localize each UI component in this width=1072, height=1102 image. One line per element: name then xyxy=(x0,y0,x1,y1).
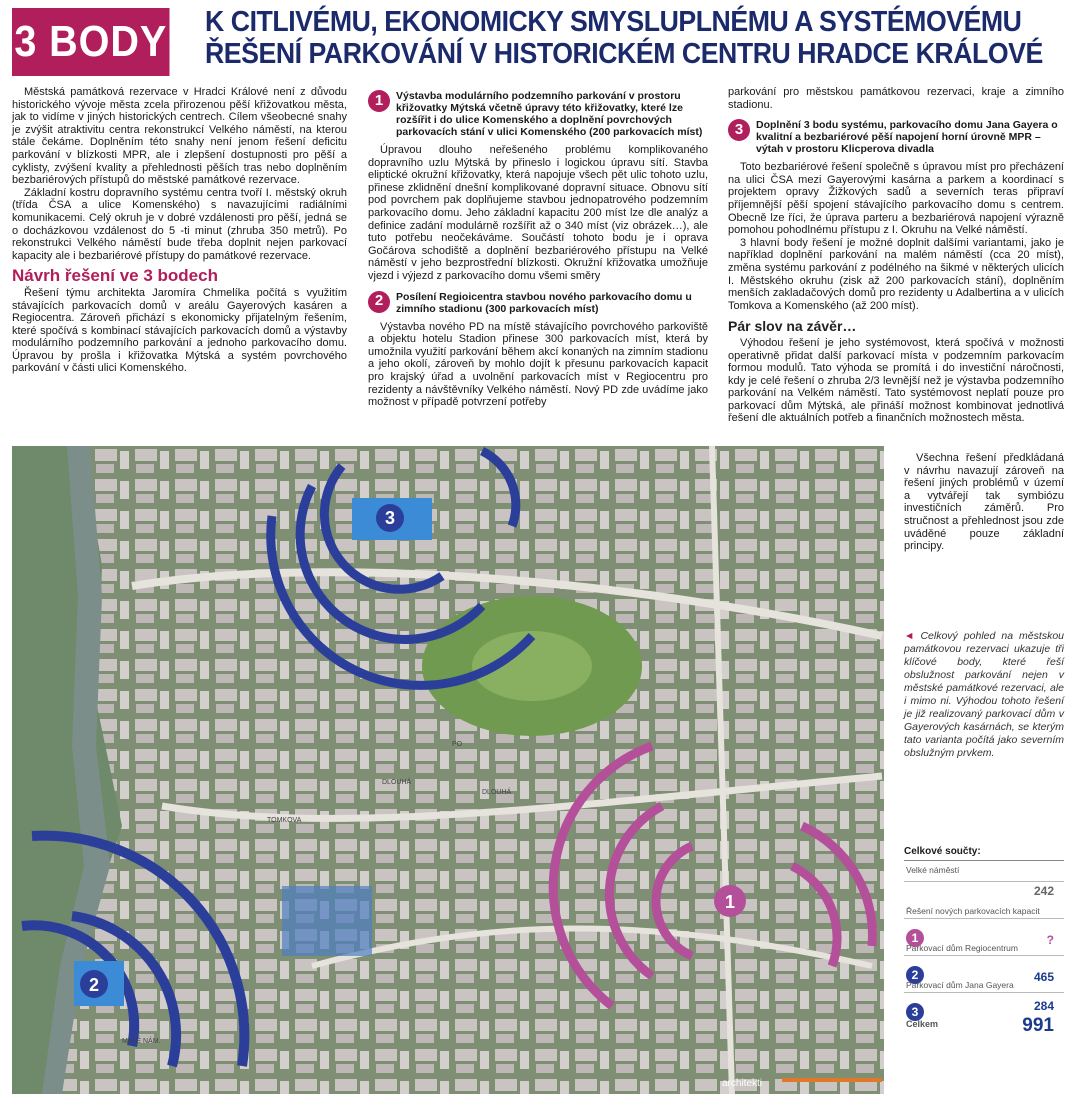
totals-row-final xyxy=(904,993,1064,1036)
title-line-2: ŘEŠENÍ PARKOVÁNÍ V HISTORICKÉM CENTRU HRADCE KRÁLOVÉ xyxy=(205,38,1043,70)
marker-1-label: 1 xyxy=(724,892,736,912)
point-1-heading xyxy=(368,90,708,138)
page-title xyxy=(205,6,1043,70)
column-2 xyxy=(368,86,708,409)
map-graphic xyxy=(12,446,884,1094)
grand-total: 991 xyxy=(1022,1015,1054,1036)
totals-value: ? xyxy=(1046,933,1054,947)
totals-label: Velké náměstí xyxy=(906,865,960,875)
number-badge-1: 1 xyxy=(368,90,390,112)
number-badge-icon: 3 xyxy=(906,1003,924,1021)
paragraph: 3 hlavní body řešení je možné doplnit dalšími variantami, jako je například doplnění parkování na malém náměstí (cca 20 míst), změna systému parkování z podélného na šikmé v některých ulicích I. Městského okruhu (zisk až 200 parkovacích stání), doplněním menších zakladačových domů pro rezidenty u Adalbertina a v ulicích Tomkova a Komenského (až 200 míst). xyxy=(728,236,1064,312)
paragraph: Úpravou dlouho neřešeného problému komplikovaného dopravního uzlu Mýtská by přineslo i logickou úpravu sítí. Stavba eliptické okružní křižovatky, která napojuje všech pět ulic tohoto uzlu, přinese zklidnění dnešní komplikované dopravní situace. Obnovu sítí pod povrchem pak doplňujeme stavbou jednopatrového podzemním parkovacího domu. Jeho základní kapacitu 200 míst lze dle analýz a definice zadání modulárně rozšířit až o 340 míst (viz obrázek…), ale tuto potřebu neočekáváme. Součástí tohoto bodu je i oprava Gočárova schodiště a doplnění bezbariérového přístupu na Velké náměstí v jeho bezprostřední blízkosti. Okružní křižovatka umožňuje vjezd i výjezd z parkovacího domu všemi směry xyxy=(368,144,708,282)
column-3 xyxy=(728,86,1064,425)
point-3-heading xyxy=(728,119,1064,155)
totals-row xyxy=(904,882,1064,919)
totals-heading: Celkové součty: xyxy=(904,846,1064,861)
arrow-left-icon: ◄ xyxy=(904,630,915,642)
street-label: DLOUHÁ xyxy=(382,779,412,786)
title-line-1: K CITLIVÉMU, EKONOMICKY SMYSLUPLNÉMU A SYSTÉMOVÉMU xyxy=(205,6,1022,38)
caption-text: Celkový pohled na městskou památkovou rezervaci ukazuje tři klíčové body, které řeší obslužnost parkování nejen v městské památkové rezervaci, ale i mimo ni. Výhodou tohoto řešení je již realizovaný parkovací dům v Gayerových kasárnách, se kterým tato varianta počítá jako severním obslužným prvkem. xyxy=(904,630,1064,759)
paragraph: Výstavba nového PD na místě stávajícího povrchového parkoviště a objektu hotelu Stadion přinese 300 parkovacích míst, která by umožnila využití parkování během akcí konaných na zimním stadionu a jeho okolí, zároveň by mohlo dojít k přesunu parkovacích kapacit pro krajský úřad a uvolnění parkovacích míst v Regiocentru pro rezidenty a návštěvníky Velkého náměstí. Nový PD zde uvádíme jako možnost v případě potvrzení potřeby xyxy=(368,320,708,409)
paragraph: Základní kostru dopravního systému centra tvoří I. městský okruh (třída ČSA a ulice Komenského) s navazujícími radiálními komunikacemi. Celý okruh je v dobré vzdálenosti pro pěší, jedná se o docházkovou vzdálenost do 5 -ti minut (zhruba 350 metrů). Po rekonstrukci Velkého náměstí bude třeba doplnit nejen parkovací kapacity ale i bezbariérové přístupy do památkové rezervace. xyxy=(12,186,347,262)
street-label: DLOUHÁ xyxy=(482,789,512,796)
number-badge-icon: 1 xyxy=(906,929,924,947)
section-heading: Návrh řešení ve 3 bodech xyxy=(12,266,218,286)
paragraph: Řešení týmu architekta Jaromíra Chmelíka počítá s využitím stávajících parkovacích domů v areálu Gayerových kasáren a Regiocentra. Zároveň přichází s ekonomicky přijatelným řešením, které spočívá s kombinací stávajících parkovacích domů a výstavby modulárního podzemního parkování a jednoho parkovacího domu. Úpravou by prošla i křižovatka Mýtská a systém povrchového parkování v části ulici Komenského. xyxy=(12,286,347,375)
number-badge-3: 3 xyxy=(728,119,750,141)
marker-2-label: 2 xyxy=(88,975,100,995)
totals-value: 284 xyxy=(1033,999,1054,1013)
totals-label: Parkovací dům Jana Gayera xyxy=(906,980,1014,990)
totals-value: 465 xyxy=(1033,970,1054,984)
aerial-map xyxy=(12,446,884,1094)
header-badge: 3 BODY xyxy=(12,8,170,76)
totals-label: Celkem xyxy=(906,1019,939,1029)
number-badge-icon: 2 xyxy=(906,966,924,984)
paragraph: Městská památková rezervace v Hradci Králové není z důvodu historického vývoje města zcela přirozenou pěší křižovatkou města, jak to vidíme v jiných historických centrech. Cílem všeobecné snahy je zvýšit atraktivitu centra rekonstrukcí Velkého náměstí, na kterou stále čekáme. Doplněním této snahy není jenom řešení deficitu parkování v blízkosti MPR, ale i zlepšení dostupnosti pro pěší a cyklisty, zvýšení kvality a přehlednosti pěších tras nebo doplněním bezbariérových přístupů do městské památkové rezervace. xyxy=(12,86,347,187)
totals-box xyxy=(904,846,1064,1036)
street-label: PO xyxy=(452,741,463,748)
totals-row xyxy=(904,919,1064,956)
sidebar-text xyxy=(904,452,1064,553)
point-1-title: Výstavba modulárního podzemního parkování v prostoru křižovatky Mýtská včetně úpravy této křižovatky, které lze rozšířit i do ulice Komenského a doplnění povrchových parkovacích stání v ulici Komenského (200 parkovacích míst) xyxy=(396,90,703,138)
column-1 xyxy=(12,86,347,375)
map-caption xyxy=(904,630,1064,760)
marker-3-label: 3 xyxy=(384,508,396,528)
number-badge-2: 2 xyxy=(368,291,390,313)
point-2-title: Posílení Regioicentra stavbou nového parkovacího domu u zimního stadionu (300 parkovacích míst) xyxy=(396,290,692,315)
paragraph: parkování pro městskou památkovou rezervaci, kraje a zimního stadionu. xyxy=(728,86,1064,111)
paragraph: Výhodou řešení je jeho systémovost, která spočívá v možnosti operativně přidat další parkovací místa v podzemním parkovacím formou modulů. Tato výhoda se promítá i do investiční náročnosti, kdy je celé řešení o zhruba 2/3 levnější než je výstavba podzemního parkování na Velkém náměstí. Tato systémovost neplatí pouze pro parkovací dům Mýtská, ale přináší možnost kombinovat jednotlivá řešení dle aktuálních potřeb a finančních možnostech města. xyxy=(728,336,1064,425)
paragraph: Toto bezbariérové řešení společně s úpravou míst pro přecházení na ulici ČSA mezi Gayerovými kasárna a parkem a koordinací s projektem opravy Žižkových sadů a severních teras připraví příjemnější pěší spojení stávajícího parkovacího domu s centrem. Obecně lze říci, že úprava parteru a bezbariérová napojení výrazně pomohou pohodlnému přístupu z I. Okruhu na Velké náměstí. xyxy=(728,161,1064,237)
point-2-heading xyxy=(368,291,708,315)
totals-row xyxy=(904,861,1064,882)
section-heading: Pár slov na závěr… xyxy=(728,318,857,335)
street-label: TOMKOVA xyxy=(267,817,302,824)
paragraph: Všechna řešení předkládaná v návrhu navazují zároveň na řešení jiných problémů v území a vytvářejí tak symbiózu investičních záměrů. Pro stručnost a přehlednost jsou zde uváděné pouze základní principy. xyxy=(904,452,1064,553)
totals-label: Řešení nových parkovacích kapacit xyxy=(906,906,1040,916)
totals-value: 242 xyxy=(1033,884,1054,898)
totals-row xyxy=(904,956,1064,993)
street-label: MALÉ NÁM. xyxy=(122,1038,161,1045)
point-3-title: Doplnění 3 bodu systému, parkovacího domu Jana Gayera o kvalitní a bezbariérové pěší napojení horní úrovně MPR – výtah v prostoru Klicperova divadla xyxy=(756,119,1058,156)
watermark: architekti xyxy=(722,1078,763,1089)
totals-label: Parkovací dům Regiocentrum xyxy=(906,943,1018,953)
